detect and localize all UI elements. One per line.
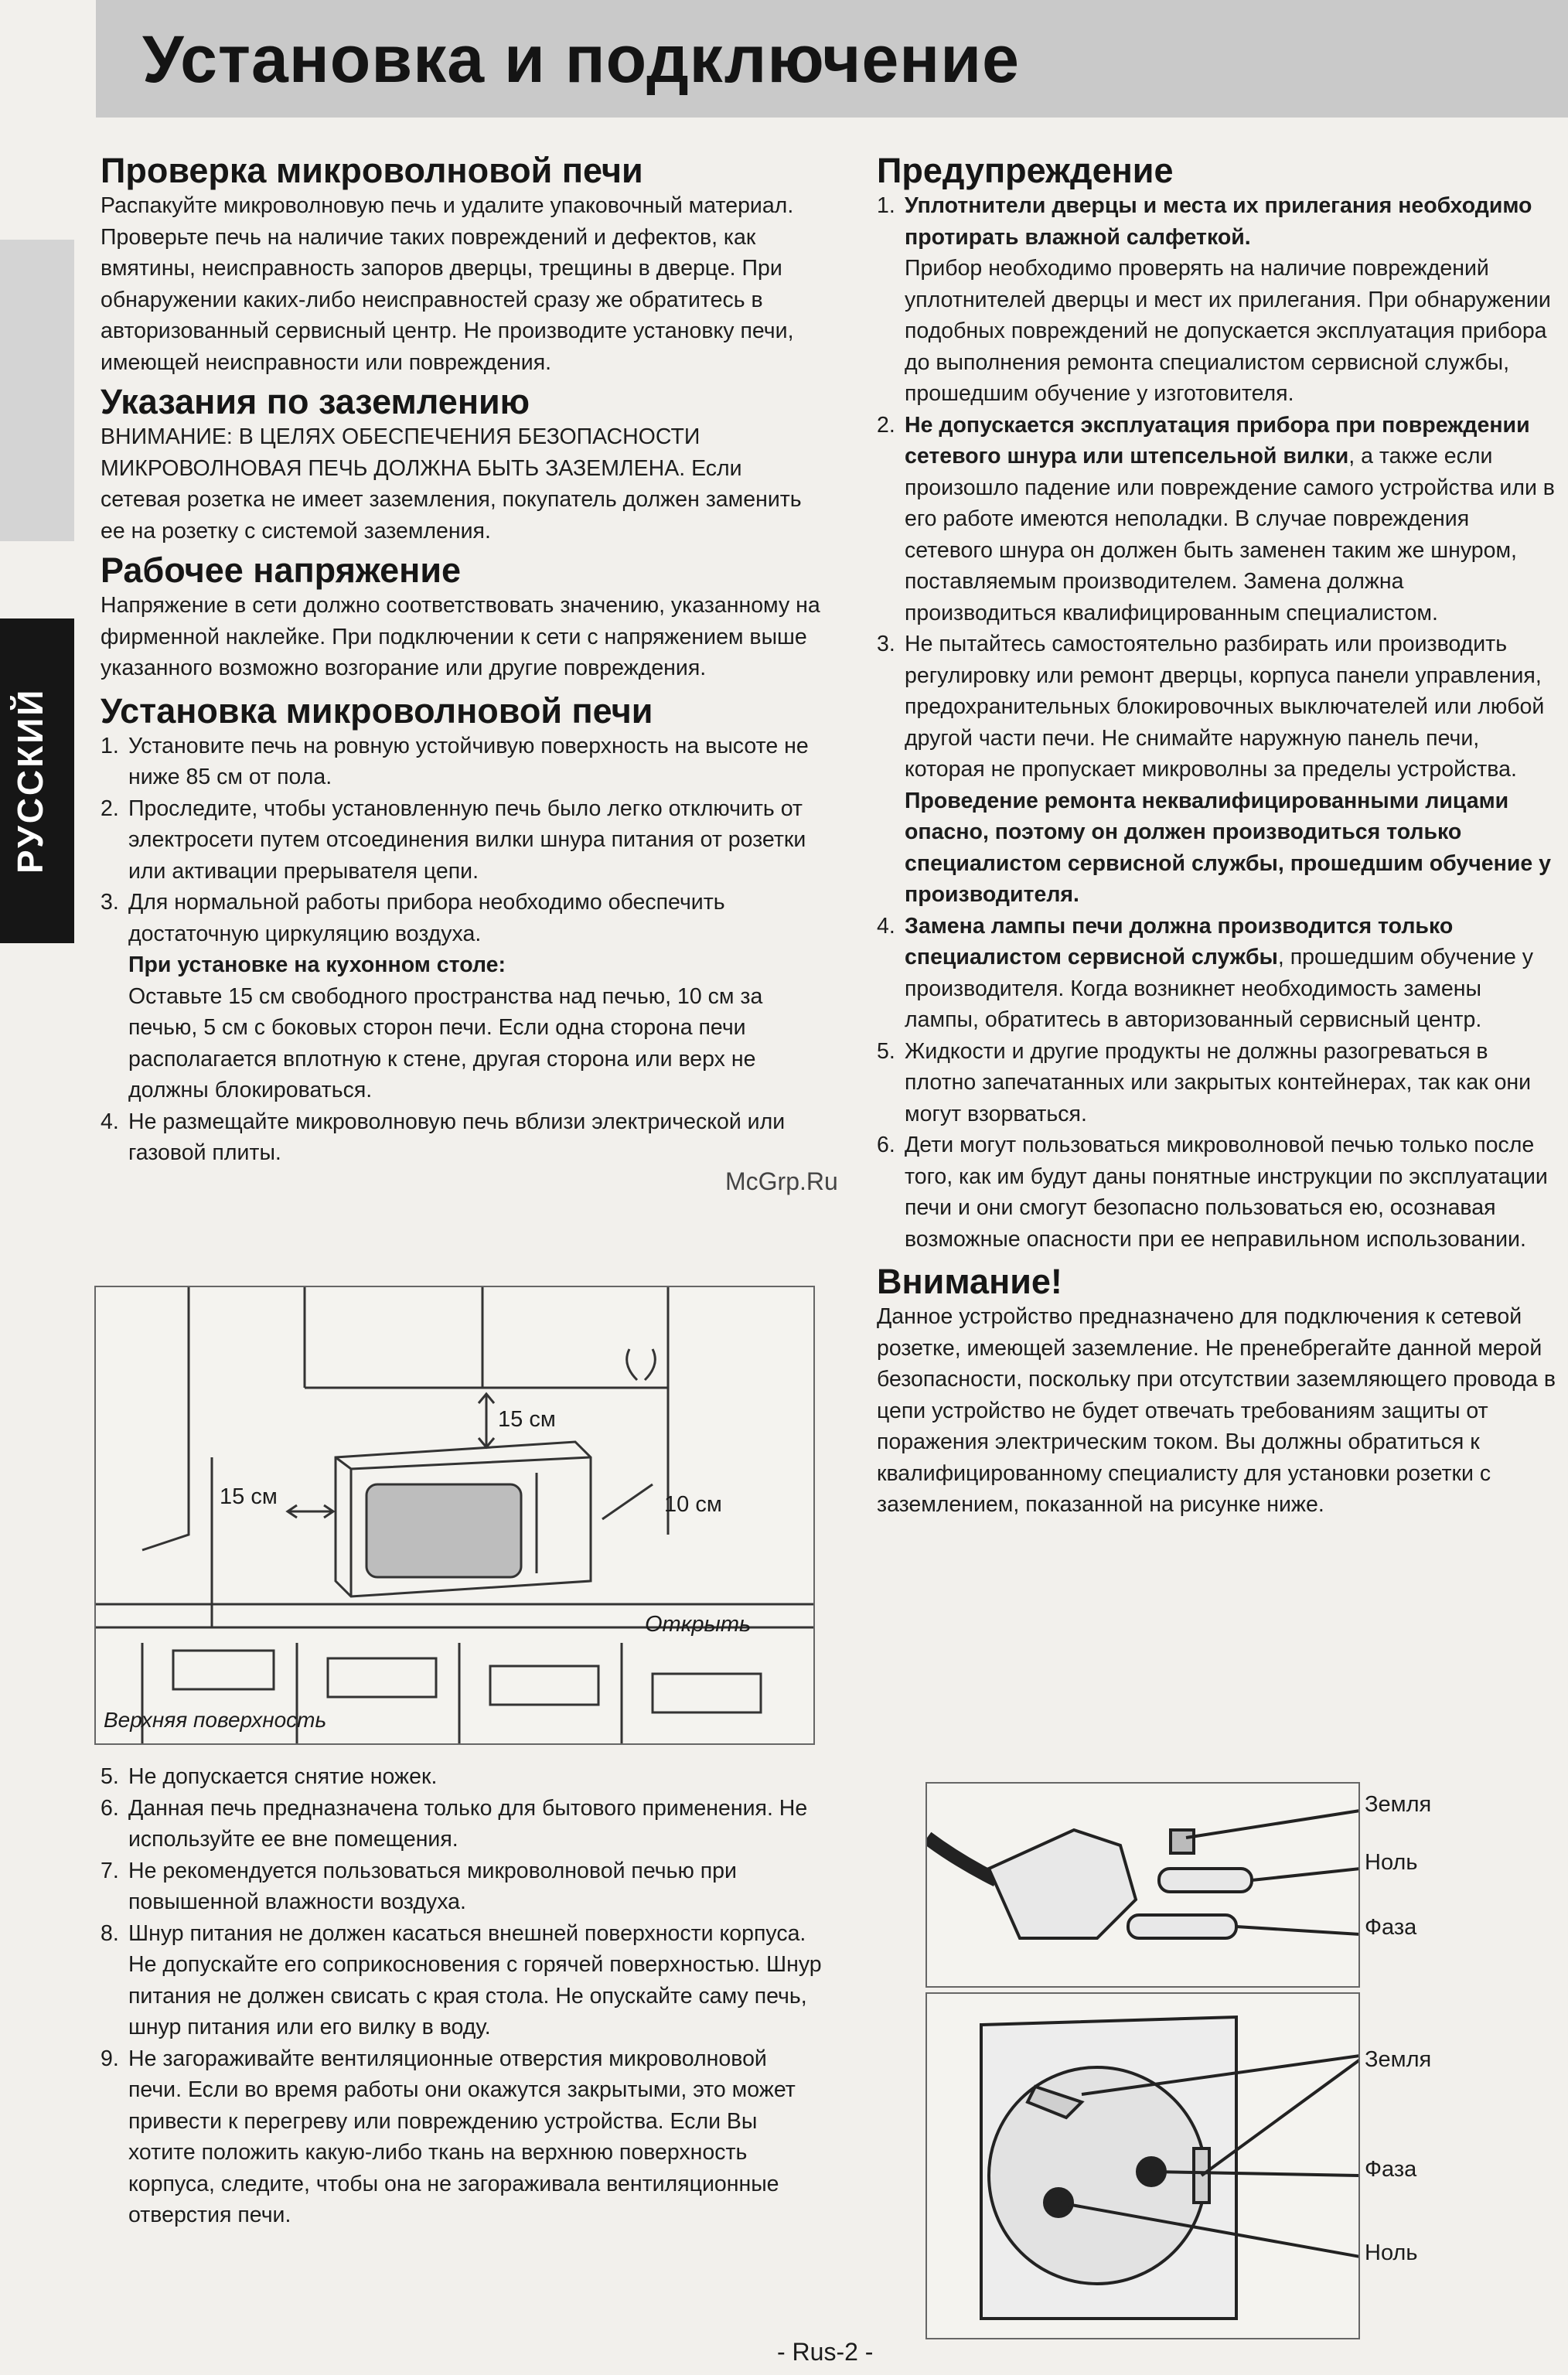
section-title-attention: Внимание! [877, 1262, 1062, 1301]
dim-side-label: 15 см [220, 1484, 278, 1509]
list-item: 2. Не допускается эксплуатация прибора при повреждении сетевого шнура или штепсельной вилки, а также если произошло падение или повреждение самого устройства или в его работе имеются неполадки. В случае повреждения сетевого шнура он должен быть заменен таким же шнуром, поставляемым производителем. Замена должна производиться квалифицированным специалистом. [877, 412, 1555, 625]
left-column [101, 152, 823, 1169]
list-item: 7. Не рекомендуется пользоваться микроволновой печью при повышенной влажности воздуха. [101, 1858, 737, 1914]
section-text-attention: Данное устройство предназначено для подключения к сетевой розетке, имеющей заземление. Не пренебрегайте данной мерой безопасности, поскольку при отсутствии заземляющего провода в цепи устройство не будет отвечать требованиям защиты от поражения электрическим током. Вы должны обратиться к квалифицированному специалисту для установки розетки с заземлением, показанной на рисунке ниже. [877, 1304, 1556, 1517]
list-item: 6. Дети могут пользоваться микроволновой печью только после того, как им будут даны понятные инструкции по эксплуатации печи и они смогут безопасно пользоваться ею, осознавая возможные опасности при ее неправильном использовании. [877, 1133, 1548, 1252]
plug-diagram [925, 1782, 1360, 1988]
sidebar-tab-inactive [0, 240, 74, 541]
list-item: 5. Не допускается снятие ножек. [101, 1764, 438, 1789]
installation-diagram [94, 1286, 815, 1745]
list-item: 5. Жидкости и другие продукты не должны разогреваться в плотно запечатанных или закрытых контейнерах, так как они могут взорваться. [877, 1038, 1532, 1126]
list-item: 3. Не пытайтесь самостоятельно разбирать или производить регулировку или ремонт дверцы, корпуса панели управления, предохранительных блокировочных выключателей или любой другой части печи. Не снимайте наружную панель печи, которая не пропускает микроволны за пределы устройства. Проведение ремонта неквалифицированными лицами опасно, поэтому он должен производиться только специалистом сервисной службы, прошедшим обучение у производителя. [877, 632, 1551, 907]
list-item: 1. Установите печь на ровную устойчивую поверхность на высоте не ниже 85 см от пола. [101, 733, 809, 789]
list-item: 3. Для нормальной работы прибора необходимо обеспечить достаточную циркуляцию воздуха. При установке на кухонном столе: Оставьте 15 см свободного пространства над печью, 10 см за печью, 5 см с боковых сторон печи. Если одна сторона печи располагается вплотную к стене, другая сторона или верх не должны блокироваться. [101, 890, 763, 1102]
open-label: Открыть [645, 1612, 752, 1637]
plug-drawing [927, 1784, 1358, 1986]
left-list-continued [101, 1761, 823, 2231]
plug-phase-label: Фаза [1365, 1915, 1417, 1940]
list-item: 6. Данная печь предназначена только для бытового применения. Не используйте ее вне помещения. [101, 1795, 808, 1852]
plug-earth-label: Земля [1365, 1792, 1432, 1817]
section-title-warning: Предупреждение [877, 151, 1174, 190]
list-item: 4. Не размещайте микроволновую печь вблизи электрической или газовой плиты. [101, 1109, 786, 1165]
plug-neutral-label: Ноль [1365, 1850, 1418, 1875]
dim-back-label: 10 см [664, 1492, 722, 1517]
section-text-grounding: ВНИМАНИЕ: В ЦЕЛЯХ ОБЕСПЕЧЕНИЯ БЕЗОПАСНОСТИ МИКРОВОЛНОВАЯ ПЕЧЬ ДОЛЖНА БЫТЬ ЗАЗЕМЛЕНА. Если сетевая розетка не имеет заземления, покупатель должен заменить ее на розетку с системой заземления. [101, 424, 802, 543]
socket-phase-label: Фаза [1365, 2157, 1417, 2182]
header-bar [96, 0, 1568, 118]
list-item: 9. Не загораживайте вентиляционные отверстия микроволновой печи. Если во время работы они окажутся закрытыми, это может привести к перегреву или повреждению устройства. Если Вы хотите положить какую-либо ткань на верхнюю поверхность корпуса, следите, чтобы она не загораживала вентиляционные отверстия печи. [101, 2046, 796, 2227]
list-item: 1. Уплотнители дверцы и места их прилегания необходимо протирать влажной салфеткой. Прибор необходимо проверять на наличие повреждений уплотнителей дверцы и мест их прилегания. При обнаружении подобных повреждений не допускается эксплуатация прибора до выполнения ремонта специалистом сервисной службы, прошедшим обучение у изготовителя. [877, 193, 1551, 406]
list-item: 4. Замена лампы печи должна производится только специалистом сервисной службы, прошедшим обучение у производителя. Когда возникнет необходимость замены лампы, обратитесь в авторизованный сервисный центр. [877, 913, 1534, 1032]
list-item: 2. Проследите, чтобы установленную печь было легко отключить от электросети путем отсоединения вилки шнура питания от розетки или активации прерывателя цепи. [101, 796, 806, 884]
page-number: - Rus-2 - [777, 2338, 874, 2366]
figure-caption: Верхняя поверхность [104, 1708, 327, 1732]
section-title-grounding: Указания по заземлению [101, 382, 530, 421]
dim-top-label: 15 см [498, 1407, 556, 1432]
page-title: Установка и подключение [142, 22, 1020, 97]
warning-list [877, 190, 1557, 1255]
list-item: 8. Шнур питания не должен касаться внешней поверхности корпуса. Не допускайте его соприкосновения с горячей поверхностью. Шнур питания не должен свисать с края стола. Не опускайте саму печь, шнур питания или его вилку в воду. [101, 1920, 822, 2039]
socket-neutral-label: Ноль [1365, 2240, 1418, 2265]
install-list [101, 731, 823, 1169]
watermark: McGrp.Ru [725, 1167, 838, 1195]
socket-earth-label: Земля [1365, 2047, 1432, 2072]
section-text-voltage: Напряжение в сети должно соответствовать значению, указанному на фирменной наклейке. При подключении к сети с напряжением выше указанного возможно возгорание или другие повреждения. [101, 593, 820, 680]
countertop-text: Оставьте 15 см свободного пространства над печью, 10 см за печью, 5 см с боковых сторон печи. Если одна сторона печи располагается вплотную к стене, другая сторона или верх не должны блокироваться. [128, 983, 763, 1102]
section-text-check: Распакуйте микроволновую печь и удалите упаковочный материал. Проверьте печь на наличие таких повреждений и дефектов, как вмятины, неисправность запоров дверцы, трещины в дверце. При обнаружении каких-либо неисправностей сразу же обратитесь в авторизованный сервисный центр. Не производите установку печи, имеющей неисправности или повреждения. [101, 193, 794, 375]
right-column [877, 152, 1557, 1521]
section-title-check: Проверка микроволновой печи [101, 151, 643, 190]
section-title-voltage: Рабочее напряжение [101, 550, 462, 590]
socket-diagram [925, 1992, 1360, 2339]
section-title-install: Установка микроволновой печи [101, 690, 653, 731]
countertop-subtitle: При установке на кухонном столе: [128, 952, 506, 977]
sidebar-language-label: РУССКИЙ [10, 687, 50, 874]
socket-drawing [927, 1994, 1358, 2338]
